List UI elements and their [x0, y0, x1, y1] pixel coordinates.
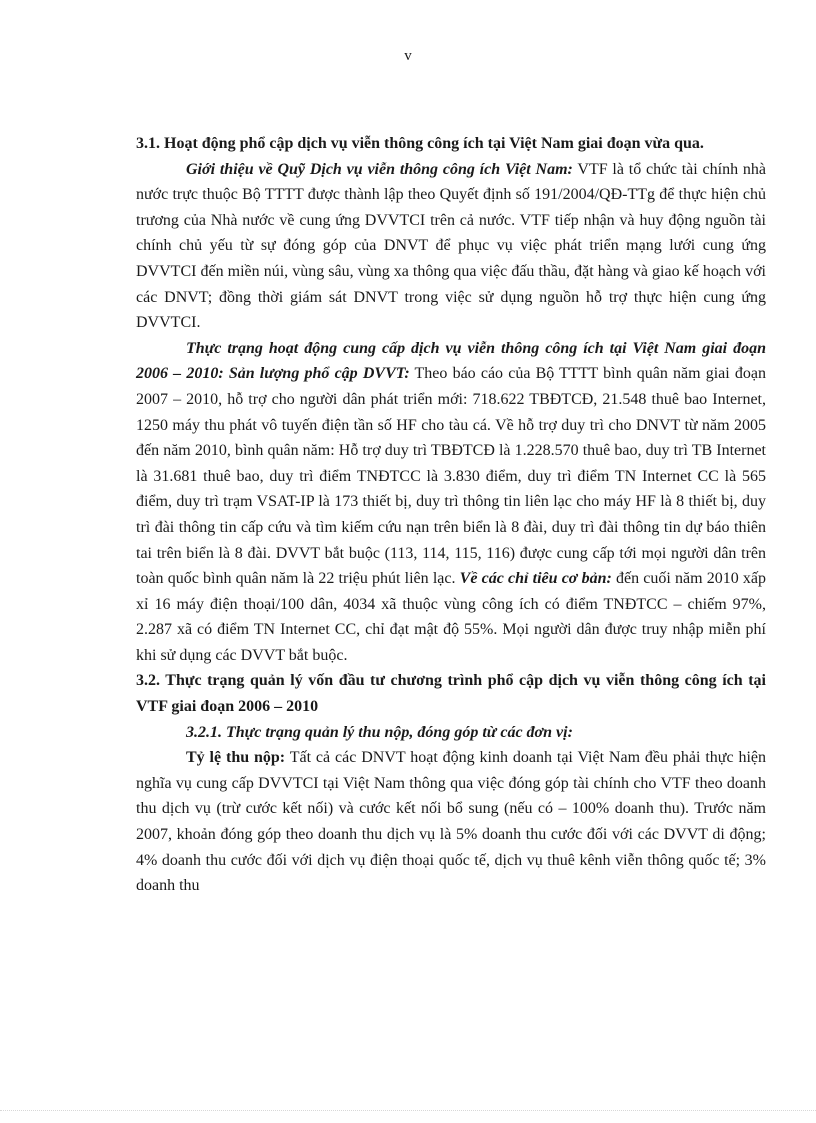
section-3-2-heading: 3.2. Thực trạng quản lý vốn đầu tư chương trình phổ cập dịch vụ viễn thông công ích tại VTF giai đoạn 2006 – 2010 — [136, 672, 766, 716]
page-number: v — [404, 48, 412, 64]
intro-text: VTF là tổ chức tài chính nhà nước trực thuộc Bộ TTTT được thành lập theo Quyết định số 191/2004/QĐ-TTg để thực hiện chủ trương của Nhà nước về cung ứng DVVTCI trên cả nước. VTF tiếp nhận và huy động nguồn tài chính chủ yếu từ sự đóng góp của DNVT để phục vụ việc phát triển mạng lưới cung ứng DVVTCI đến miền núi, vùng sâu, vùng xa thông qua việc đấu thầu, đặt hàng và giao kế hoạch với các DNVT; đồng thời giám sát DNVT trong việc sử dụng nguồn hỗ trợ thực hiện cung ứng DVVTCI. — [136, 160, 766, 332]
document-body — [136, 131, 766, 899]
page-bottom-divider — [0, 1110, 816, 1111]
basic-indicators-label: Về các chỉ tiêu cơ bản: — [459, 570, 612, 588]
status-label: Thực trạng hoạt động cung cấp dịch vụ viễn thông công ích tại Việt Nam giai đoạn 2006 – 2010: Sản lượng phổ cập DVVT: — [136, 339, 766, 383]
status-paragraph — [136, 336, 766, 669]
rate-paragraph — [136, 745, 766, 899]
rate-label: Tỷ lệ thu nộp: — [186, 749, 286, 767]
section-3-2-1-heading: 3.2.1. Thực trạng quản lý thu nộp, đóng góp từ các đơn vị: — [186, 723, 573, 741]
status-text: Theo báo cáo của Bộ TTTT bình quân năm giai đoạn 2007 – 2010, hỗ trợ cho người dân phát triển mới: 718.622 TBĐTCĐ, 21.548 thuê bao Internet, 1250 máy thu phát vô tuyến điện tần số HF cho tàu cá. Về hỗ trợ duy trì cho DNVT từ năm 2005 đến năm 2010, bình quân năm: Hỗ trợ duy trì TBĐTCĐ là 1.228.570 thuê bao, duy trì TB Internet là 31.681 thuê bao, duy trì điểm TNĐTCC là 3.830 điểm, duy trì điểm TN Internet CC là 565 điểm, duy trì trạm VSAT-IP là 173 thiết bị, duy trì thông tin liên lạc cho máy HF là 8 thiết bị, duy trì đài thông tin cấp cứu và tìm kiếm cứu nạn trên biển là 8 đài, duy trì đài thông tin dự báo thiên tai trên biển là 8 đài. DVVT bắt buộc (113, 114, 115, 116) được cung cấp tới mọi người dân trên toàn quốc bình quân năm là 22 triệu phút liên lạc. — [136, 365, 767, 588]
section-3-1-heading: 3.1. Hoạt động phổ cập dịch vụ viễn thông công ích tại Việt Nam giai đoạn vừa qua. — [136, 135, 704, 152]
intro-label: Giới thiệu về Quỹ Dịch vụ viễn thông công ích Việt Nam: — [186, 160, 573, 178]
intro-paragraph — [136, 157, 766, 336]
rate-text: Tất cả các DNVT hoạt động kinh doanh tại Việt Nam đều phải thực hiện nghĩa vụ cung cấp DVVTCI tại Việt Nam thông qua việc đóng góp tài chính cho VTF theo doanh thu dịch vụ (trừ cước kết nối) và cước kết nối bổ sung (nếu có – 100% doanh thu). Trước năm 2007, khoản đóng góp theo doanh thu dịch vụ là 5% doanh thu cước đối với các DVVT di động; 4% doanh thu cước đối với dịch vụ điện thoại quốc tế, dịch vụ thuê kênh viễn thông quốc tế; 3% doanh thu — [136, 749, 766, 895]
basic-indicators-text: đến cuối năm 2010 xấp xỉ 16 máy điện thoại/100 dân, 4034 xã thuộc vùng công ích có điểm TNĐTCC – chiếm 97%, 2.287 xã có điểm TN Internet CC, chỉ đạt mật độ 55%. Mọi người dân được truy nhập miễn phí khi sử dụng các DVVT bắt buộc. — [136, 570, 766, 664]
